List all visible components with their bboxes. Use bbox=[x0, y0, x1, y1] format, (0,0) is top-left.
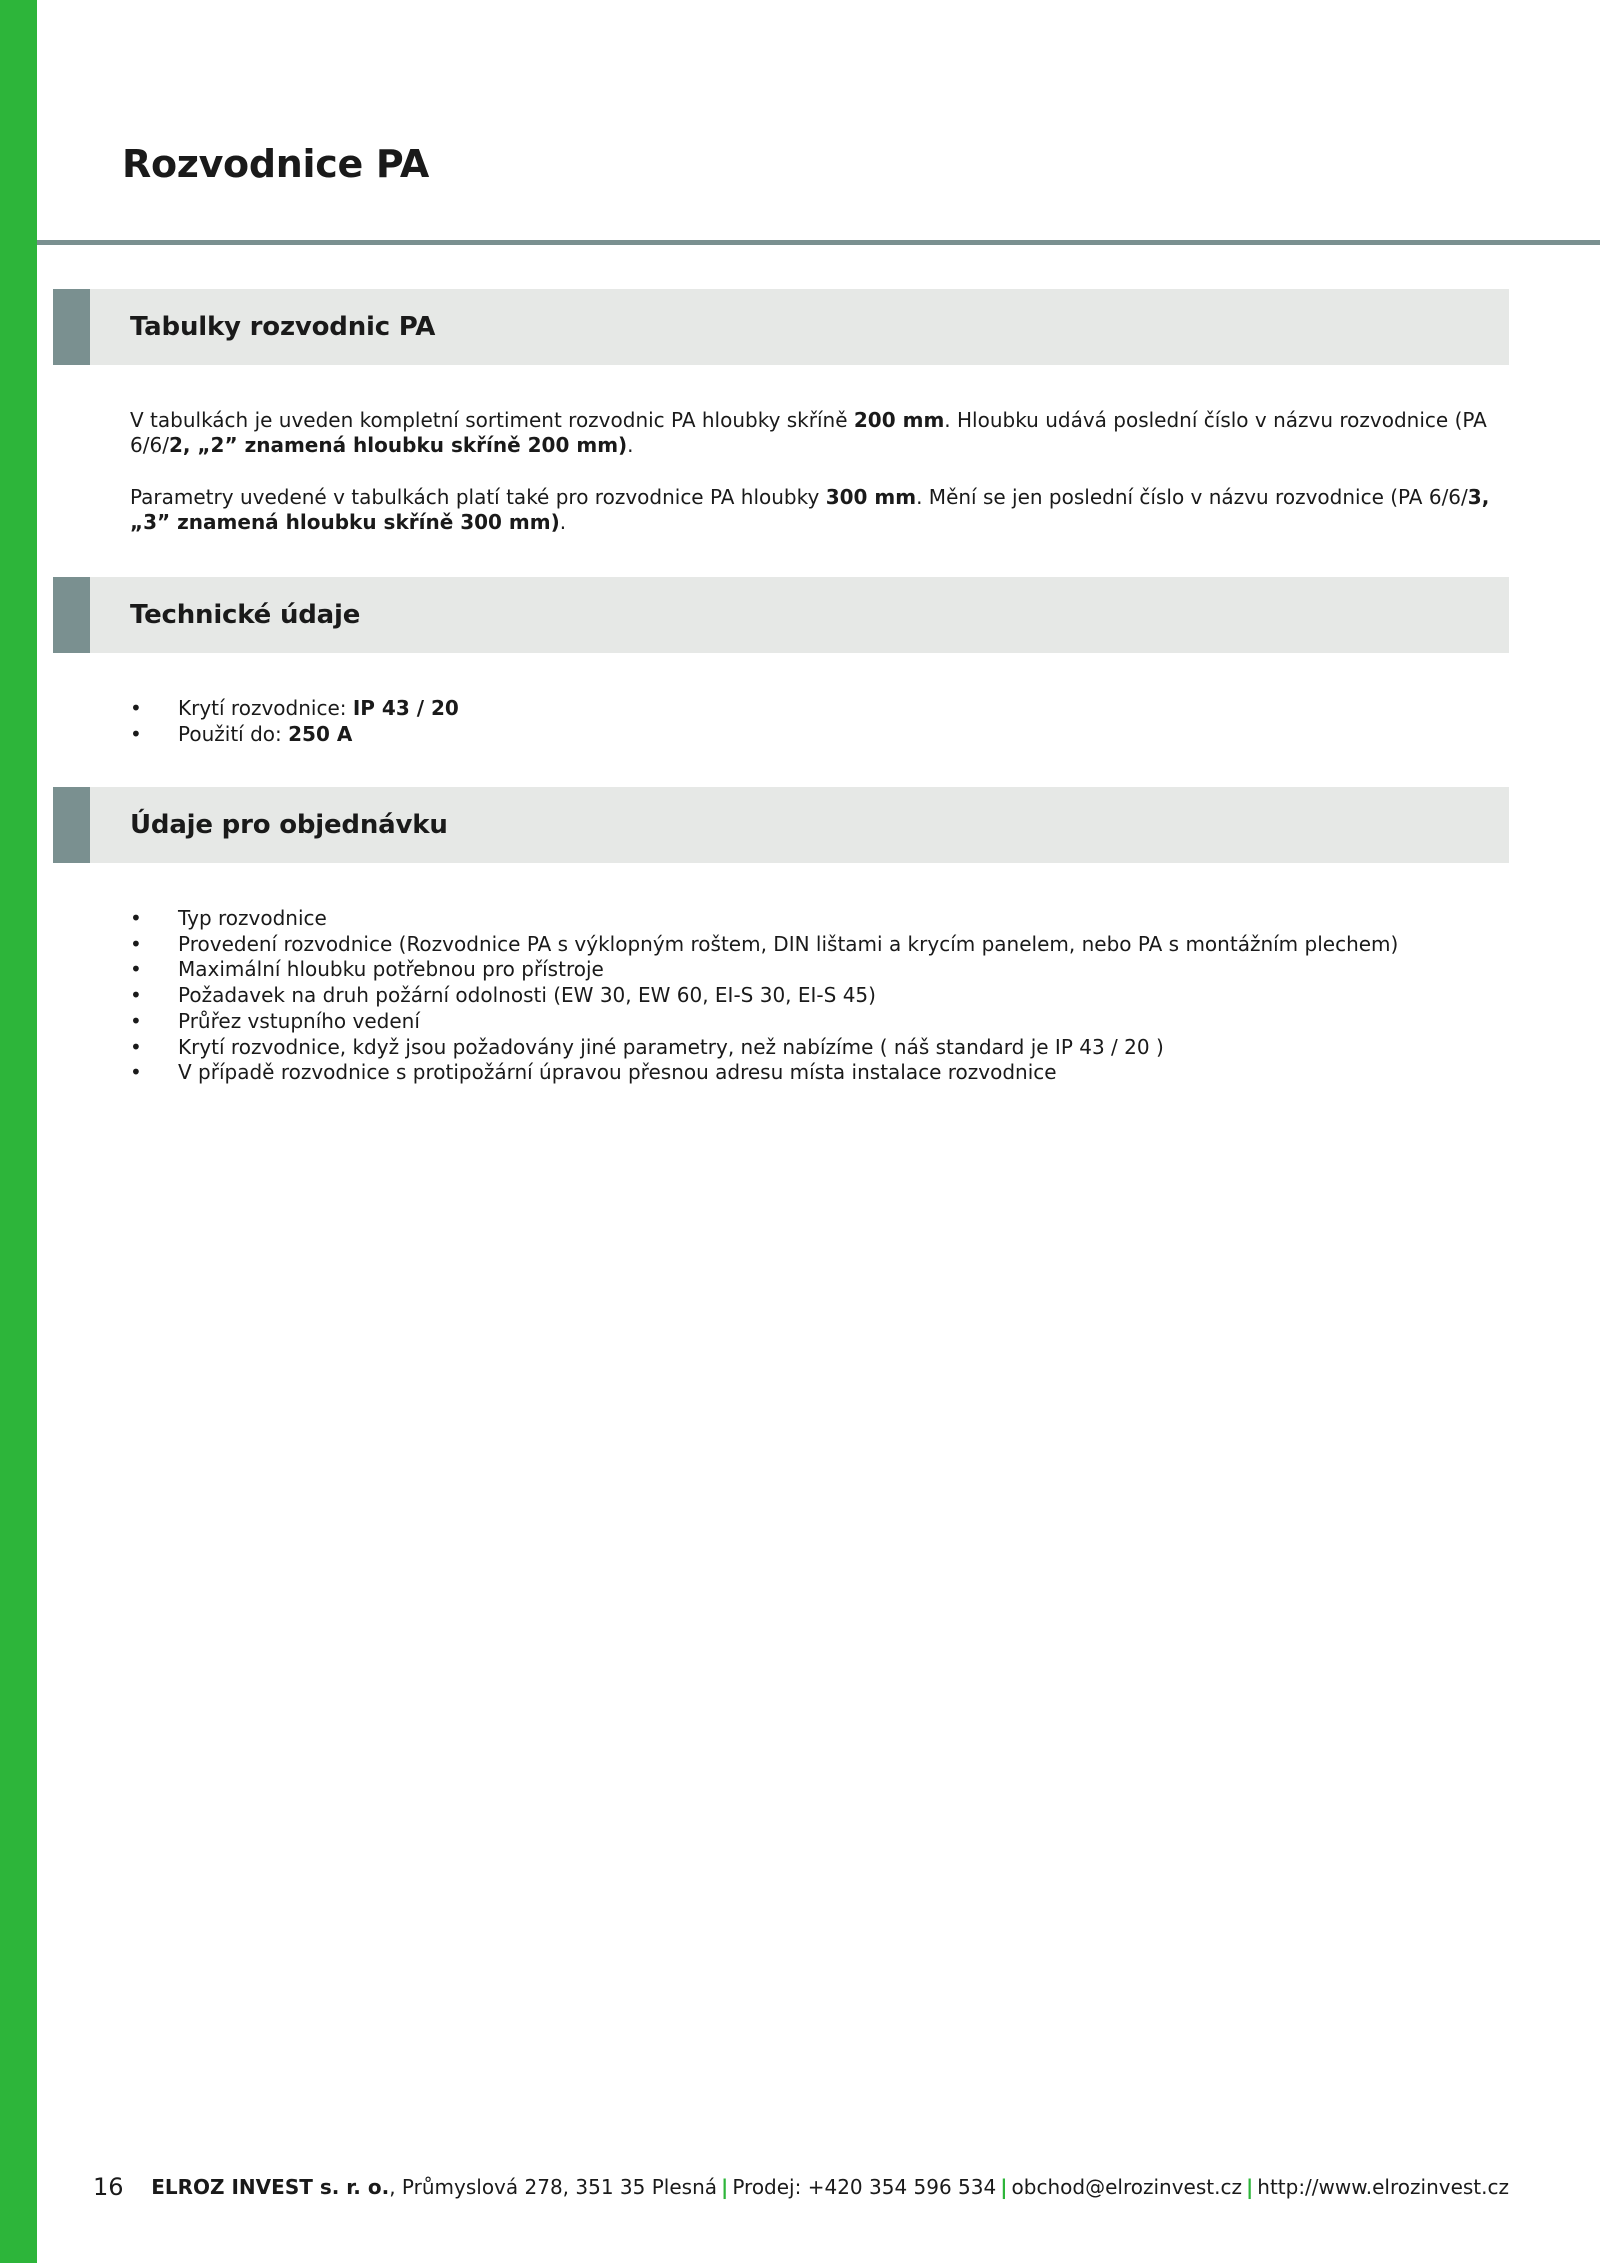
bullet-icon: • bbox=[130, 1034, 142, 1059]
title-divider bbox=[37, 240, 1600, 245]
text-span: . Mění se jen poslední číslo v názvu rozvodnice (PA 6/6/ bbox=[916, 485, 1468, 509]
section-accent bbox=[53, 787, 90, 863]
section-header-order bbox=[53, 787, 1509, 863]
text-span: . Hloubku udává poslední číslo v názvu rozvodnice (PA 6/6/ bbox=[130, 408, 1487, 457]
list-item bbox=[130, 932, 1510, 958]
bullet-icon: • bbox=[130, 1008, 142, 1033]
footer-sales: Prodej: +420 354 596 534 bbox=[732, 2175, 997, 2199]
item-text: Požadavek na druh požární odolnosti (EW 30, EW 60, EI-S 30, EI-S 45) bbox=[178, 983, 876, 1008]
page-number: 16 bbox=[93, 2173, 124, 2201]
section-heading-order: Údaje pro objednávku bbox=[130, 810, 448, 840]
bold-span: 300 mm bbox=[825, 485, 917, 509]
list-item bbox=[130, 1060, 1510, 1086]
order-list bbox=[130, 906, 1510, 1086]
footer-separator: | bbox=[1245, 2175, 1254, 2199]
item-value: 250 A bbox=[288, 721, 353, 746]
bold-span: 3, „3” znamená hloubku skříně 300 mm) bbox=[130, 485, 1490, 534]
item-text: V případě rozvodnice s protipožární úpravou přesnou adresu místa instalace rozvodnice bbox=[178, 1060, 1057, 1085]
list-item bbox=[130, 1009, 1510, 1035]
tables-paragraph-2 bbox=[130, 485, 1510, 535]
list-item bbox=[130, 983, 1510, 1009]
bullet-icon: • bbox=[130, 957, 142, 982]
bullet-icon: • bbox=[130, 721, 142, 746]
text-span: . bbox=[627, 433, 634, 457]
bullet-icon: • bbox=[130, 1060, 142, 1085]
green-side-bar bbox=[0, 0, 37, 2263]
bullet-icon: • bbox=[130, 906, 142, 930]
footer-separator: | bbox=[1000, 2175, 1008, 2199]
bold-span: 2, „2” znamená hloubku skříně 200 mm) bbox=[168, 433, 628, 457]
footer-address: , Průmyslová 278, 351 35 Plesná bbox=[389, 2175, 718, 2199]
tables-paragraph-1 bbox=[130, 408, 1510, 458]
text-span: . bbox=[559, 510, 567, 534]
bullet-icon: • bbox=[130, 983, 142, 1008]
section-header-tables bbox=[53, 289, 1509, 365]
page-title: Rozvodnice PA bbox=[122, 142, 430, 186]
list-item bbox=[130, 696, 1510, 722]
item-text: Maximální hloubku potřebnou pro přístroje bbox=[178, 957, 604, 982]
item-text: Krytí rozvodnice, když jsou požadovány jiné parametry, než nabízíme ( náš standard je IP 43 / 20 ) bbox=[178, 1034, 1164, 1059]
footer-contact bbox=[151, 2175, 1509, 2199]
item-text: Průřez vstupního vedení bbox=[178, 1008, 420, 1033]
section-header-technical bbox=[53, 577, 1509, 653]
section-accent bbox=[53, 577, 90, 653]
section-heading-tables: Tabulky rozvodnic PA bbox=[130, 312, 436, 342]
list-item bbox=[130, 957, 1510, 983]
list-item bbox=[130, 722, 1510, 748]
item-text: Typ rozvodnice bbox=[178, 906, 327, 930]
bullet-icon: • bbox=[130, 696, 142, 720]
item-label: Krytí rozvodnice: bbox=[178, 696, 353, 720]
section-accent bbox=[53, 289, 90, 365]
list-item bbox=[130, 906, 1510, 932]
footer-company: ELROZ INVEST s. r. o. bbox=[151, 2175, 390, 2199]
text-span: V tabulkách je uveden kompletní sortiment rozvodnic PA hloubky skříně bbox=[130, 408, 854, 432]
text-span: Parametry uvedené v tabulkách platí také pro rozvodnice PA hloubky bbox=[130, 485, 826, 509]
footer-web-link[interactable]: http://www.elrozinvest.cz bbox=[1257, 2175, 1509, 2199]
bold-span: 200 mm bbox=[853, 408, 945, 432]
technical-list bbox=[130, 696, 1510, 747]
footer-separator: | bbox=[721, 2175, 729, 2199]
item-label: Použití do: bbox=[178, 721, 289, 746]
footer-email-link[interactable]: obchod@elrozinvest.cz bbox=[1011, 2175, 1242, 2199]
section-heading-technical: Technické údaje bbox=[130, 600, 361, 630]
bullet-icon: • bbox=[130, 931, 142, 956]
item-value: IP 43 / 20 bbox=[352, 696, 459, 720]
list-item bbox=[130, 1035, 1510, 1061]
item-text: Provedení rozvodnice (Rozvodnice PA s výklopným roštem, DIN lištami a krycím panelem, nebo PA s montážním plechem) bbox=[178, 931, 1399, 956]
